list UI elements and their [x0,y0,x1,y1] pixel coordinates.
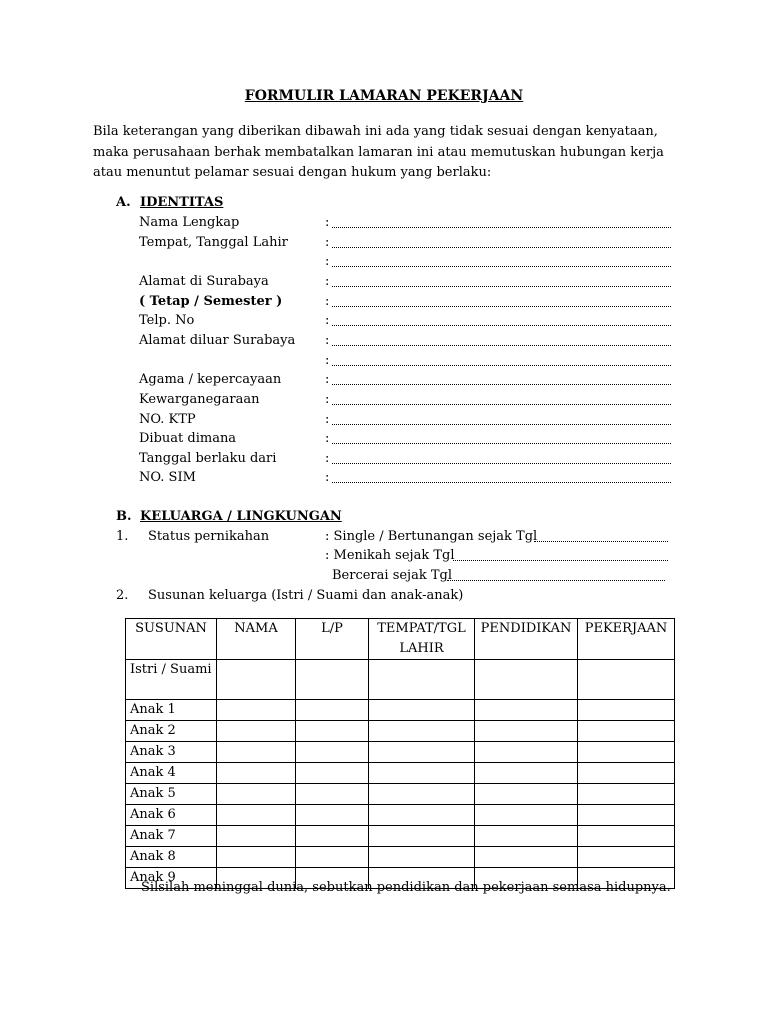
family-table-row [126,660,675,700]
identity-field-row [139,294,674,314]
intro-paragraph [93,122,683,184]
identity-field-row [139,353,674,373]
identity-field-input[interactable] [332,365,671,366]
family-table-cell[interactable] [369,784,475,805]
section-a-heading [116,195,223,210]
status-married-label: : Menikah sejak Tgl [325,548,455,563]
identity-field-row [139,431,674,451]
identity-field-colon: : [325,352,330,368]
identity-field-row [139,392,674,412]
family-table-row [126,784,675,805]
family-table-cell[interactable] [475,805,578,826]
family-table-cell[interactable] [217,700,296,721]
identity-field-row [139,254,674,274]
family-table-cell[interactable] [217,660,296,700]
family-table-cell[interactable] [369,721,475,742]
identity-field-colon: : [325,215,330,230]
family-table-cell[interactable] [578,826,675,847]
identity-field-row [139,235,674,255]
family-table-cell[interactable] [296,784,369,805]
family-table-cell[interactable] [475,660,578,700]
identity-field-colon: : [325,254,330,270]
family-composition-label: Susunan keluarga (Istri / Suami dan anak-anak) [148,588,464,603]
status-single-label: : Single / Bertunangan sejak Tgl [325,529,538,544]
identity-field-label: NO. SIM [139,470,196,486]
identity-field-row [139,274,674,294]
family-table-cell[interactable] [475,721,578,742]
identity-field-input[interactable] [332,266,671,267]
family-table-cell[interactable] [369,742,475,763]
identity-field-input[interactable] [332,443,671,444]
family-table-cell[interactable] [296,742,369,763]
family-table-cell[interactable] [578,763,675,784]
identity-field-row [139,313,674,333]
identity-field-colon: : [325,411,330,427]
family-table-row [126,700,675,721]
family-table-cell[interactable] [475,742,578,763]
identity-field-input[interactable] [332,404,671,405]
family-table-cell[interactable] [296,660,369,700]
family-table-cell[interactable] [217,847,296,868]
item-2-number: 2. [116,588,129,603]
section-a-letter: A. [116,195,131,210]
section-a-title: IDENTITAS [140,195,224,210]
family-table-cell[interactable] [475,847,578,868]
identity-field-label: Nama Lengkap [139,215,240,230]
family-table-cell[interactable] [296,826,369,847]
family-table-cell[interactable] [217,826,296,847]
family-table-cell[interactable] [578,660,675,700]
header-lp: L/P [296,619,369,660]
family-table-row [126,721,675,742]
family-table-cell[interactable] [578,742,675,763]
family-table-cell[interactable] [217,784,296,805]
family-table-header-row [126,619,675,660]
identity-field-label: Tempat, Tanggal Lahir [139,234,288,250]
status-single-field[interactable] [534,541,668,542]
identity-field-colon: : [325,391,330,407]
family-table-cell[interactable] [296,805,369,826]
family-table-cell[interactable] [475,700,578,721]
family-table-cell[interactable] [296,721,369,742]
family-table-cell[interactable] [369,847,475,868]
identity-field-label: Alamat diluar Surabaya [139,332,296,348]
family-table-cell[interactable] [578,805,675,826]
family-table-cell[interactable] [296,847,369,868]
identity-field-input[interactable] [332,286,671,287]
status-divorced-field[interactable] [447,580,665,581]
family-table-cell[interactable] [217,742,296,763]
header-nama: NAMA [217,619,296,660]
family-table-cell[interactable] [369,805,475,826]
identity-field-input[interactable] [332,306,671,307]
family-table-cell[interactable] [369,660,475,700]
identity-field-label: Kewarganegaraan [139,391,260,407]
identity-field-row [139,470,674,490]
family-member-label: Anak 9 [126,868,217,889]
identity-field-colon: : [325,273,330,289]
section-b-title: KELUARGA / LINGKUNGAN [140,509,342,524]
family-table-cell[interactable] [217,763,296,784]
identity-field-input[interactable] [332,325,671,326]
identity-field-colon: : [325,450,330,466]
identity-field-label: NO. KTP [139,411,196,427]
identity-field-input[interactable] [332,384,671,385]
family-table-cell[interactable] [296,700,369,721]
family-table-row [126,826,675,847]
family-member-label: Anak 8 [126,847,217,868]
identity-field-input[interactable] [332,247,671,248]
identity-field-label: Dibuat dimana [139,431,237,447]
header-tempat-tgl-lahir: TEMPAT/TGL LAHIR [369,619,475,660]
identity-field-row [139,451,674,471]
family-member-label: Anak 1 [126,700,217,721]
identity-field-colon: : [325,313,330,329]
identity-field-colon: : [325,293,330,309]
family-table-row [126,847,675,868]
family-table-row [126,763,675,784]
family-member-label: Anak 7 [126,826,217,847]
family-member-label: Anak 3 [126,742,217,763]
intro-line: atau menuntut pelamar sesuai dengan hukum yang berlaku: [93,165,492,180]
family-table-cell[interactable] [475,784,578,805]
family-table-cell[interactable] [578,847,675,868]
identity-field-label: Tanggal berlaku dari [139,450,277,466]
identity-field-colon: : [325,470,330,486]
identity-field-input[interactable] [332,482,671,483]
identity-field-input[interactable] [332,463,671,464]
identity-field-input[interactable] [332,345,671,346]
identity-field-label: Alamat di Surabaya [139,273,269,289]
header-pendidikan: PENDIDIKAN [475,619,578,660]
identity-field-row [139,412,674,432]
footnote: Silsilah meninggal dunia, sebutkan pendidikan dan pekerjaan semasa hidupnya. [141,880,671,895]
item-1-number: 1. [116,529,129,544]
form-title-text: FORMULIR LAMARAN PEKERJAAN [244,88,524,104]
status-married-field[interactable] [453,560,668,561]
identity-field-label: ( Tetap / Semester ) [139,293,283,309]
family-table-cell[interactable] [578,721,675,742]
family-member-label: Anak 6 [126,805,217,826]
family-table-cell[interactable] [369,826,475,847]
family-table-row [126,742,675,763]
family-member-label: Anak 5 [126,784,217,805]
identity-field-row [139,372,674,392]
header-susunan: SUSUNAN [126,619,217,660]
family-table-cell[interactable] [369,700,475,721]
identity-field-input[interactable] [332,424,671,425]
identity-field-label: Telp. No [139,313,195,329]
section-b-heading [116,509,342,524]
section-b-letter: B. [116,509,132,524]
identity-field-input[interactable] [332,227,671,228]
family-table-cell[interactable] [369,763,475,784]
family-table [125,618,675,889]
family-member-label: Anak 4 [126,763,217,784]
identity-field-row [139,333,674,353]
family-table-cell[interactable] [578,700,675,721]
family-table-cell[interactable] [217,805,296,826]
identity-field-label: Agama / kepercayaan [139,372,282,388]
family-table-cell[interactable] [217,721,296,742]
status-divorced-label: Bercerai sejak Tgl [332,568,452,583]
form-title [0,88,768,104]
identity-field-colon: : [325,332,330,348]
family-table-cell[interactable] [475,763,578,784]
intro-line: Bila keterangan yang diberikan dibawah ini ada yang tidak sesuai dengan kenyataan, [93,124,658,139]
family-member-label: Istri / Suami [126,660,217,700]
identity-field-row [139,215,674,235]
family-table-cell[interactable] [578,784,675,805]
family-table-cell[interactable] [296,763,369,784]
intro-line: maka perusahaan berhak membatalkan lamaran ini atau memutuskan hubungan kerja [93,144,664,160]
identity-field-colon: : [325,234,330,250]
identity-field-colon: : [325,372,330,388]
marital-status-label: Status pernikahan [148,529,270,544]
family-table-cell[interactable] [475,826,578,847]
identity-field-colon: : [325,431,330,447]
family-member-label: Anak 2 [126,721,217,742]
family-table-row [126,805,675,826]
header-pekerjaan: PEKERJAAN [578,619,675,660]
